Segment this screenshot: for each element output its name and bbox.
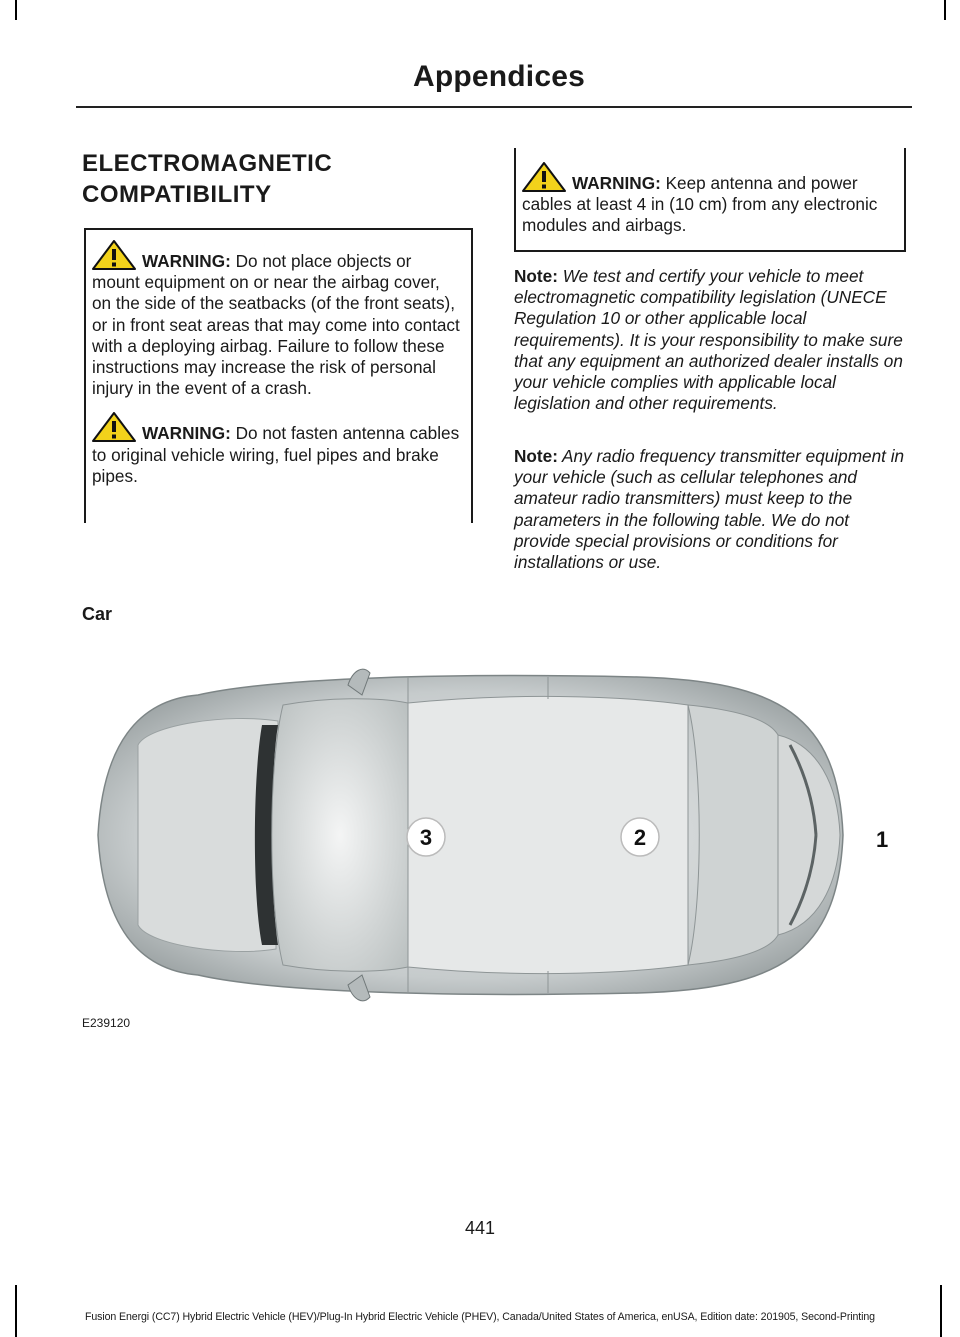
note-radio-transmitter — [514, 446, 906, 573]
page-footer: Fusion Energi (CC7) Hybrid Electric Vehicle (HEV)/Plug-In Hybrid Electric Vehicle (PHEV), Canada/United States of America, enUSA, Edition date: 201905, Second-Printing — [85, 1311, 875, 1323]
figure-reference-code: E239120 — [82, 1016, 131, 1030]
warning-triangle-icon — [522, 162, 566, 192]
car-body — [98, 669, 843, 1001]
section-title-line1: ELECTROMAGNETIC — [82, 150, 333, 177]
header-divider — [76, 106, 912, 108]
warning-antenna-cables-text: Do not fasten antenna cables to original vehicle wiring, fuel pipes and brake pipes. — [92, 423, 460, 486]
note-label: Note: — [514, 266, 558, 286]
figure-label: Car — [82, 604, 113, 624]
warning-box-right — [514, 148, 906, 252]
warning-antenna-distance-text: Keep antenna and power cables at least 4 in (10 cm) from any electronic modules and airbags. — [522, 173, 878, 236]
note-emc-certification-text: We test and certify your vehicle to meet electromagnetic compatibility legislation (UNECE Regulation 10 or other applicable local requirements). It is your responsibility to make sure that any equipment an authorized dealer installs on your vehicle complies with applicable local legislation and other requirements. — [514, 266, 903, 414]
callout-3-label: 3 — [419, 825, 433, 850]
section-title — [82, 148, 332, 210]
warning-airbag-text: Do not place objects or mount equipment on or near the airbag cover, on the side of the seatbacks (of the front seats), or in front seat areas that may come into contact with a deploying airbag. Failure to follow these instructions may increase the risk of personal injury in the event of a crash. — [92, 251, 460, 399]
warning-triangle-icon — [92, 412, 136, 442]
warning-airbag — [92, 228, 461, 399]
warning-label: WARNING: — [142, 251, 231, 271]
crop-mark-tl-v — [15, 0, 17, 20]
page-header-title: Appendices — [412, 60, 585, 93]
note-label: Note: — [514, 446, 558, 466]
warning-antenna-cables — [92, 399, 461, 487]
callout-2-label: 2 — [633, 825, 647, 850]
warning-label: WARNING: — [572, 173, 661, 193]
note-emc-certification — [514, 266, 906, 414]
callout-2 — [621, 818, 659, 856]
warning-label: WARNING: — [142, 423, 231, 444]
callout-1 — [876, 827, 888, 852]
warning-box-left — [84, 228, 473, 523]
section-title-line2: COMPATIBILITY — [82, 181, 272, 208]
warning-triangle-icon — [92, 240, 136, 270]
callout-1-label: 1 — [876, 827, 889, 852]
warning-antenna-distance — [522, 148, 894, 237]
crop-mark-tr-v — [944, 0, 946, 20]
page-number: 441 — [464, 1218, 496, 1238]
note-radio-transmitter-text: Any radio frequency transmitter equipment in your vehicle (such as cellular telephones and amateur radio transmitters) must keep to the parameters in the following table. We do not provide special provisions or conditions for installations or use. — [514, 446, 905, 573]
callout-3 — [407, 818, 445, 856]
car-top-view-diagram — [78, 655, 920, 1015]
